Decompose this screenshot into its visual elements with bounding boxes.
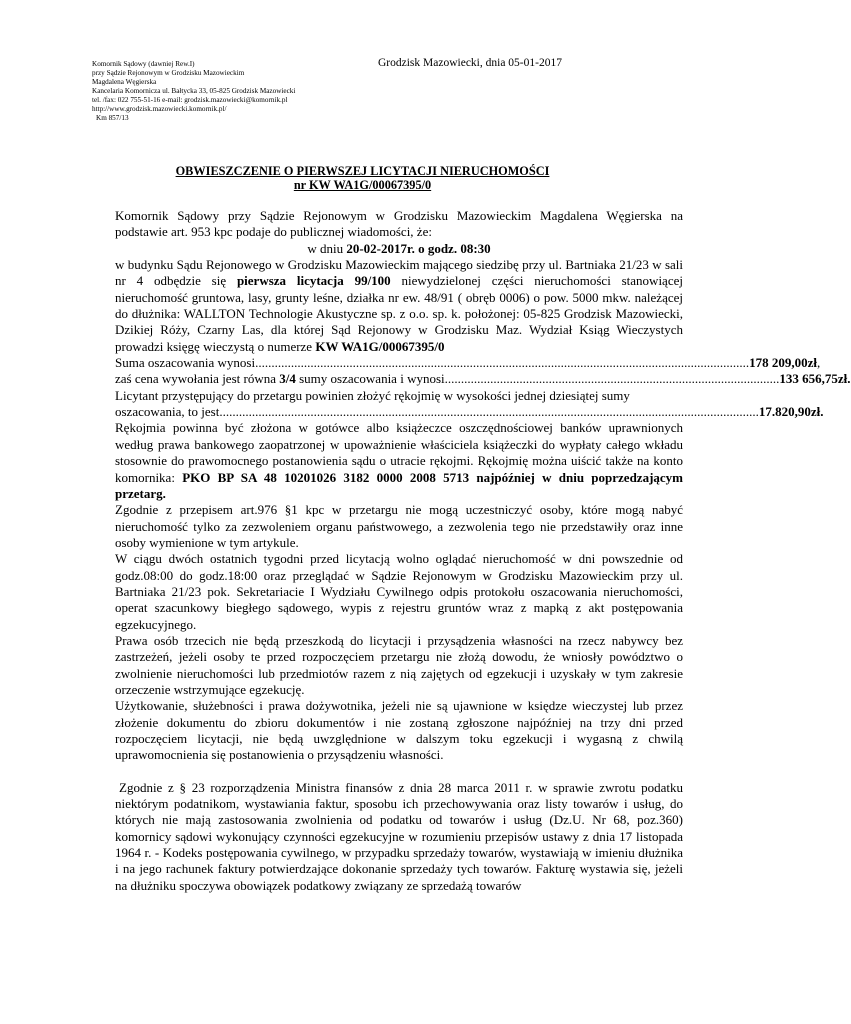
header-line: Komornik Sądowy (dawniej Rew.I) — [92, 60, 195, 68]
document-body — [115, 208, 851, 894]
bailiff-header — [92, 60, 295, 123]
dot-leader: ....................................................................................................... — [444, 371, 780, 387]
deposit-amount: 17.820,90zł. — [758, 404, 824, 420]
participants-paragraph: Zgodnie z przepisem art.976 §1 kpc w przetargu nie mogą uczestniczyć osoby, które mogą nabyć nieruchomość tylko za zezwoleniem organu państwowego, a zezwolenia tego nie przedstawiły oraz inne osoby wymienione w tym artykule. — [115, 502, 683, 550]
place-date: Grodzisk Mazowiecki, dnia 05-01-2017 — [378, 57, 562, 69]
auction-date: 20-02-2017r. o godz. 08:30 — [346, 240, 491, 256]
dot-leader: ...................................................................................................................................................................... — [219, 404, 759, 420]
auction-date-prefix: w dniu — [307, 240, 347, 256]
starting-price-label-a: zaś cena wywołania jest równa — [115, 371, 280, 387]
header-line: Kancelaria Komornicza ul. Bałtycka 33, 05-825 Grodzisk Mazowiecki — [92, 87, 296, 95]
spacer — [115, 764, 683, 780]
header-line: tel. /fax: 022 755-51-16 e-mail: grodzisk.mazowiecki@komornik.pl — [92, 96, 288, 104]
document-title: OBWIESZCZENIE O PIERWSZEJ LICYTACJI NIERUCHOMOŚCI — [175, 164, 550, 178]
auction-paragraph — [115, 257, 683, 355]
dot-leader: ........................................................................................................................................................ — [255, 355, 750, 371]
inspection-paragraph: W ciągu dwóch ostatnich tygodni przed licytacją wolno oglądać nieruchomość w dni powszednie od godz.08:00 do godz.18:00 oraz przeglądać w Sądzie Rejonowym w Grodzisku Mazowieckim przy ul. Bartniaka 21/23 pok. Sekretariacie I Wydziału Cywilnego odpis protokołu oszacowania nieruchomości, operat szacunkowy biegłego sądowego, wypis z rejestru gruntów wraz z mapką z akt postępowania egzekucyjnego. — [115, 551, 683, 632]
deposit-line — [115, 404, 824, 420]
case-number: Km 857/13 — [96, 114, 129, 122]
deposit-paragraph — [115, 420, 683, 502]
land-register-number: KW WA1G/00067395/0 — [315, 338, 445, 354]
header-line: http://www.grodzisk.mazowiecki.komornik.pl/ — [92, 105, 227, 113]
starting-price-label — [115, 371, 445, 387]
starting-price-line — [115, 371, 851, 387]
third-party-paragraph: Prawa osób trzecich nie będą przeszkodą do licytacji i przysądzenia własności na rzecz nabywcy bez zastrzeżeń, jeżeli osoby te przed rozpoczęciem przetargu nie złożą dowodu, że wniosły powództwo o zwolnienie nieruchomości lub przedmiotów razem z nią zajętych od egzekucji i uzyskały w tym zakresie orzeczenie wstrzymujące egzekucję. — [115, 632, 683, 697]
header-line: Magdalena Węgierska — [92, 78, 157, 86]
starting-price-label-b: sumy oszacowania i wynosi — [295, 371, 445, 387]
valuation-amount: 178 209,00zł — [749, 355, 817, 371]
easements-paragraph: Użytkowanie, służebności i prawa dożywotnika, jeżeli nie są ujawnione w księdze wieczystej lub przez złożenie dokumentu do zbioru dokumentów i nie zostaną zgłoszone najpóźniej na trzy dni przed rozpoczęciem licytacji, nie będą uwzględnione w dalszym toku egzekucji i wygasną z chwilą uprawomocnienia się postanowienia o przysądzeniu własności. — [115, 698, 683, 763]
auction-date-line — [115, 241, 683, 257]
document-subtitle: nr KW WA1G/00067395/0 — [293, 178, 432, 192]
valuation-line — [115, 355, 821, 371]
starting-price-amount: 133 656,75zł. — [779, 371, 851, 387]
header-line: przy Sądzie Rejonowym w Grodzisku Mazowieckim — [92, 69, 245, 77]
starting-price-fraction: 3/4 — [279, 371, 296, 387]
auction-type: pierwsza licytacja 99/100 — [236, 273, 391, 289]
deposit-label: oszacowania, to jest — [115, 404, 220, 420]
intro-paragraph: Komornik Sądowy przy Sądzie Rejonowym w Grodzisku Mazowieckim Magdalena Węgierska na podstawie art. 953 kpc podaje do publicznej wiadomości, że: — [115, 208, 683, 240]
valuation-tail: , — [816, 355, 821, 371]
auction-text-a: w budynku Sądu Rejonowego w Grodzisku Mazowieckim mającego siedzibę przy ul. Bartniaka 21/23 w sali nr 4 odbędzie się — [115, 257, 683, 289]
auction-text-c: niewydzielonej części nieruchomości stanowiącej nieruchomość gruntowa, lasy, grunty leśne, działka nr ew. 48/91 ( obręb 0006) o pow. 5000 mkw. należącej do dłużnika: WALLTON Technologie Akustyczne sp. z o.o. sp. k. położonej: 05-825 Grodzisk Mazowiecki, Dzikiej Róży, Czarny Las, dla której Sąd Rejonowy w Grodzisku Maz. Wydział Ksiąg Wieczystych prowadzi księgę wieczystą o numerze — [115, 273, 683, 354]
valuation-label: Suma oszacowania wynosi — [115, 355, 256, 371]
deposit-text: Rękojmia powinna być złożona w gotówce albo książeczce oszczędnościowej banków uprawnionych według prawa bankowego zaopatrzonej w upoważnienie właściciela książeczki do wypłaty całego wkładu stosownie do prawomocnego postanowienia sądu o utracie rękojmi. Rękojmię można uiścić także na konto komornika: — [115, 420, 683, 485]
bank-account: PKO BP SA 48 10201026 3182 0000 2008 5713 najpóźniej w dniu poprzedzającym przetarg. — [115, 469, 683, 501]
deposit-intro: Licytant przystępujący do przetargu powinien złożyć rękojmię w wysokości jednej dziesiątej sumy — [115, 387, 630, 403]
valuation-amount-wrap — [749, 355, 820, 371]
vat-paragraph: Zgodnie z § 23 rozporządzenia Ministra finansów z dnia 28 marca 2011 r. w sprawie zwrotu podatku niektórym podatnikom, wystawiania faktur, sposobu ich przechowywania oraz listy towarów i usług, do których nie mają zastosowania zwolnienia od podatku od towarów i usług (Dz.U. Nr 68, poz.360) komornicy sądowi wykonujący czynności egzekucyjne w rozumieniu przepisów ustawy z dnia 17 listopada 1964 r. - Kodeks postępowania cywilnego, w przypadku sprzedaży towarów, wystawiają w imieniu dłużnika i na jego rachunek faktury potwierdzające dokonanie sprzedaży tych towarów. Fakturę wystawia się, jeżeli na dłużniku spoczywa obowiązek podatkowy związany ze sprzedażą towarów — [115, 779, 683, 893]
